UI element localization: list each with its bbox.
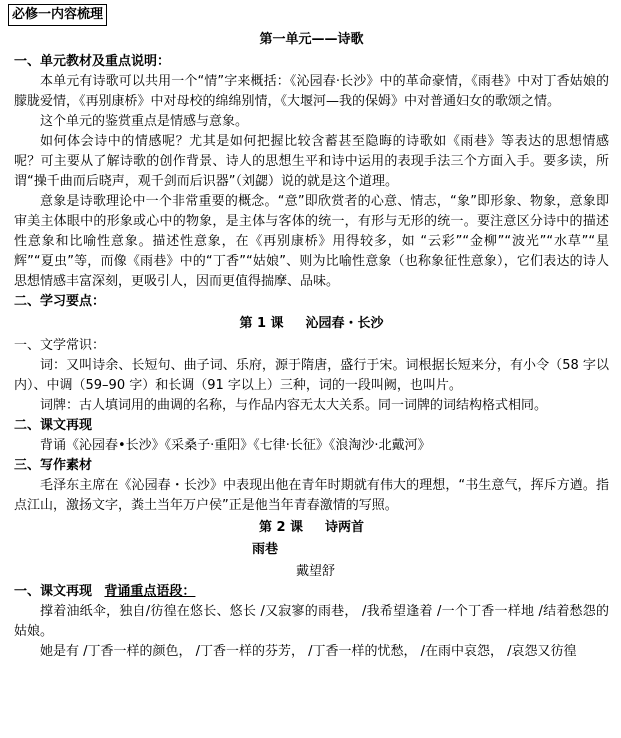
lesson1-ci-paragraph: 词：又叫诗余、长短句、曲子词、乐府，源于隋唐，盛行于宋。词根据长短来分，有小令（58 字以内）、中调（59–90 字）和长调（91 字以上）三种，词的一段叫阙，也叫片。 <box>14 358 609 393</box>
lesson1-subsection-2-heading: 二、课文再现 <box>14 418 93 433</box>
lesson-1-label: 第 1 课 <box>239 316 284 331</box>
poem-author: 戴望舒 <box>296 564 336 579</box>
section-box-title: 必修一内容梳理 <box>8 4 107 26</box>
poem-stanza-2: 她是有 /丁香一样的颜色， /丁香一样的芬芳， /丁香一样的忧愁， /在雨中哀怨， /哀怨又彷徨 <box>40 644 577 659</box>
lesson-1-heading <box>14 314 609 334</box>
lesson2-subsection-1 <box>14 582 609 602</box>
poem-title: 雨巷 <box>252 542 279 557</box>
lesson-2-label: 第 2 课 <box>258 520 304 535</box>
sec1-paragraph-1: 本单元有诗歌可以共用一个“情”字来概括：《沁园春·长沙》中的革命豪情，《雨巷》中对丁香姑娘的朦胧爱情，《再别康桥》中对母校的绵绵别情，《大堰河—我的保姆》中对普通妇女的歌颂之情。 <box>14 74 609 109</box>
lesson-2-title: 诗两首 <box>325 520 365 535</box>
section-2-heading: 二、学习要点： <box>14 294 106 309</box>
poem-stanza-1: 撑着油纸伞，独自/彷徨在悠长、悠长 /又寂寥的雨巷， /我希望逢着 /一个丁香一样地 /结着愁怨的姑娘。 <box>14 604 609 639</box>
sec1-paragraph-2: 这个单元的鉴赏重点是情感与意象。 <box>40 114 249 129</box>
sec1-paragraph-3: 如何体会诗中的情感呢？尤其是如何把握比较含蓄甚至隐晦的诗歌如《雨巷》等表达的思想情感呢？可主要从了解诗歌的创作背景、诗人的思想生平和诗中运用的表现手法三个方面入手。要多读，所谓“操千曲而后晓声，观千剑而后识器”（刘勰）说的就是这个道理。 <box>14 134 609 189</box>
unit-title: 第一单元——诗歌 <box>259 32 364 47</box>
lesson1-subsection-1-heading: 一、文学常识： <box>14 338 106 353</box>
lesson-1-title: 沁园春・长沙 <box>305 316 384 331</box>
recite-key-passages-label: 背诵重点语段： <box>104 584 196 599</box>
lesson2-subsection-1-heading: 一、课文再现 <box>14 584 93 599</box>
sec1-paragraph-4: 意象是诗歌理论中一个非常重要的概念。“意”即欣赏者的心意、情志，“象”即形象、物象，意象即审美主体眼中的形象或心中的物象，是主体与客体的统一，有形与无形的统一。要注意区分诗中的描述性意象和比喻性意象。描述性意象，在《再别康桥》用得较多，如 “云彩”“金柳”“波光”“水草”“星辉”“夏虫”等，而像《雨巷》中的“丁香”“姑娘”、则为比喻性意象（也称象征性意象），它们表达的诗人思想情感丰富深刻，更吸引人，因而更值得揣摩、品味。 <box>14 194 609 289</box>
lesson1-cipai-paragraph: 词牌：古人填词用的曲调的名称，与作品内容无太大关系。同一词牌的词结构格式相同。 <box>40 398 548 413</box>
lesson-2-heading <box>14 518 609 538</box>
lesson1-subsection-3-heading: 三、写作素材 <box>14 458 93 473</box>
lesson1-recite-text: 背诵《沁园春•长沙》《采桑子·重阳》《七律·长征》《浪淘沙·北戴河》 <box>40 438 431 453</box>
lesson1-writing-material: 毛泽东主席在《沁园春・长沙》中表现出他在青年时期就有伟大的理想，“书生意气，挥斥方遒。指点江山，激扬文字，粪土当年万户侯”正是他当年青春激情的写照。 <box>14 478 609 513</box>
section-1-heading: 一、单元教材及重点说明： <box>14 54 171 69</box>
